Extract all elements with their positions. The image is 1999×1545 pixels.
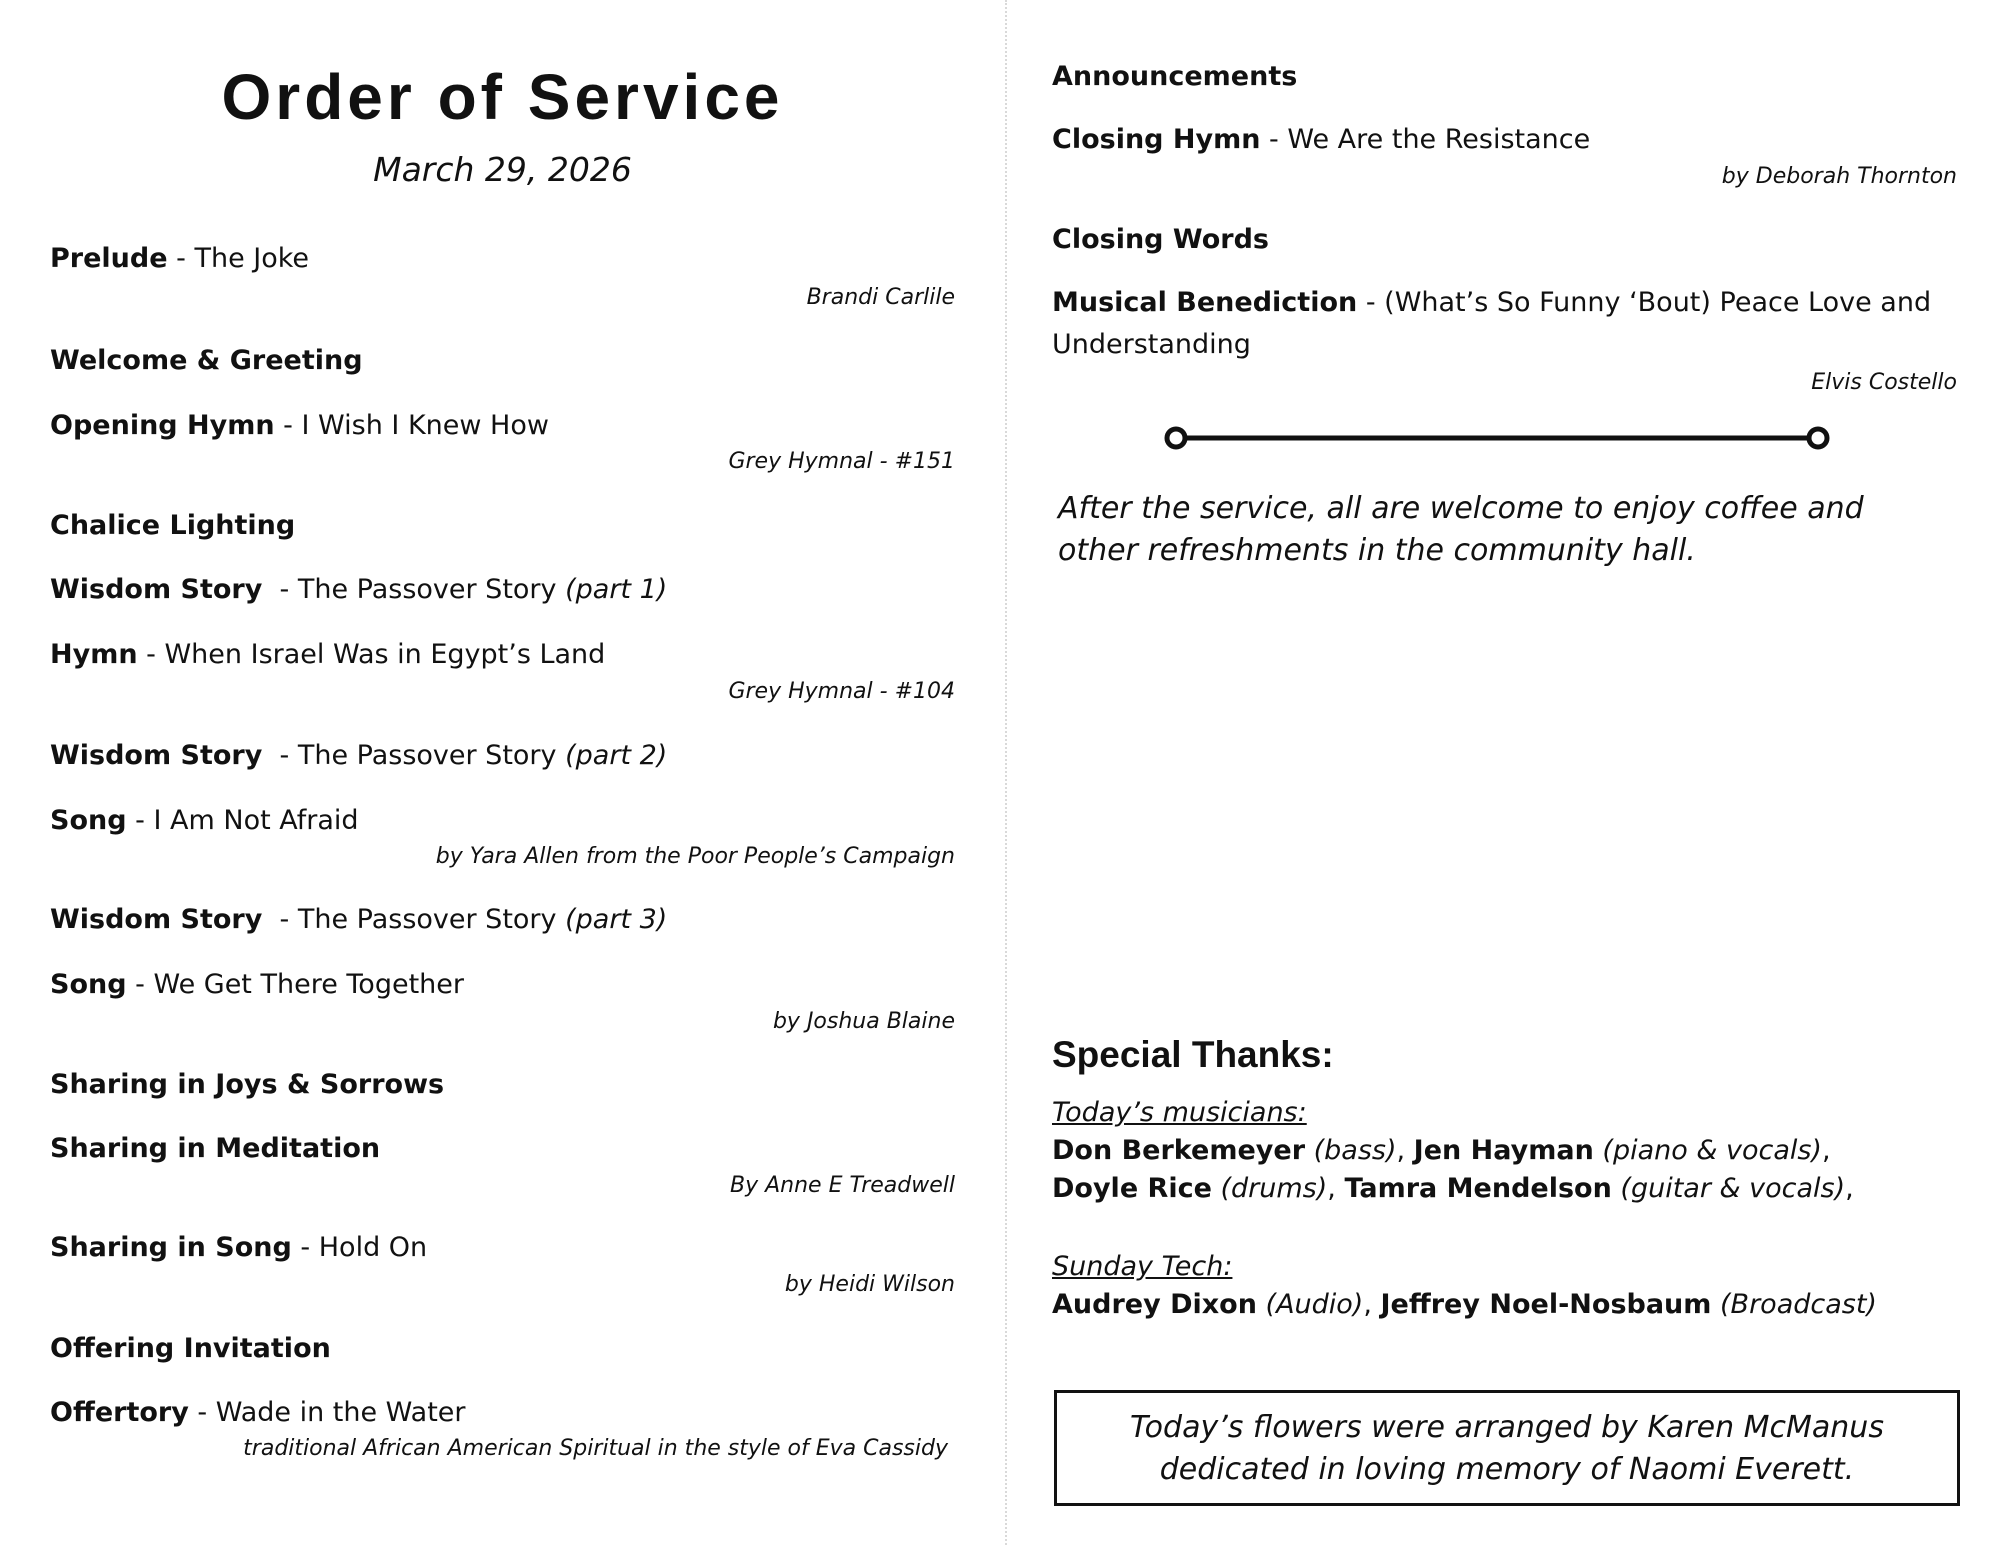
item-separator: - (1260, 124, 1288, 155)
service-item-chalice-lighting (50, 505, 955, 547)
tech-name: Jeffrey Noel-Nosbaum (1380, 1289, 1712, 1320)
item-title: The Passover Story (297, 740, 557, 771)
tech-role: (Broadcast) (1720, 1289, 1877, 1320)
item-title: When Israel Was in Egypt’s Land (164, 639, 606, 670)
list-separator: , (1396, 1135, 1414, 1166)
musician-role: (bass) (1313, 1135, 1397, 1166)
service-date: March 29, 2026 (373, 150, 632, 189)
item-part: (part 2) (565, 740, 668, 771)
item-separator: - (262, 904, 298, 935)
item-title: The Joke (194, 243, 310, 274)
item-label: Prelude (50, 243, 168, 274)
item-label: Hymn (50, 639, 138, 670)
service-item-opening-hymn (50, 405, 955, 447)
item-title: I Am Not Afraid (153, 805, 359, 836)
musician-name: Jen Hayman (1413, 1135, 1594, 1166)
item-label: Closing Hymn (1052, 124, 1261, 155)
musician-name: Don Berkemeyer (1052, 1135, 1306, 1166)
musicians-heading (1052, 1094, 1307, 1132)
item-separator: - (262, 574, 298, 605)
item-label: Wisdom Story (50, 904, 263, 935)
item-credit: By Anne E Treadwell (730, 1173, 955, 1198)
item-label: Wisdom Story (50, 574, 263, 605)
service-item-wisdom-story-3 (50, 899, 955, 941)
service-item-offering-invitation (50, 1328, 955, 1370)
column-divider (1005, 0, 1007, 1545)
item-credit: by Heidi Wilson (784, 1272, 955, 1297)
item-label: Sharing in Meditation (50, 1133, 381, 1164)
item-credit: Brandi Carlile (806, 285, 955, 310)
musician-role: (drums) (1220, 1173, 1328, 1204)
service-item-offertory (50, 1392, 955, 1434)
musician-name: Tamra Mendelson (1344, 1173, 1612, 1204)
tech-heading-text: Sunday Tech: (1052, 1251, 1233, 1282)
item-label: Welcome & Greeting (50, 345, 363, 376)
special-thanks-title: Special Thanks: (1052, 1034, 1334, 1075)
musicians-line-1 (1052, 1132, 1831, 1170)
item-separator: - (262, 740, 298, 771)
item-credit: by Yara Allen from the Poor People’s Campaign (435, 844, 955, 869)
item-title: We Get There Together (153, 969, 464, 1000)
service-item-song-1 (50, 800, 955, 842)
item-label: Song (50, 969, 127, 1000)
item-title: The Passover Story (297, 574, 557, 605)
item-label: Offertory (50, 1397, 189, 1428)
item-credit: by Deborah Thornton (1721, 164, 1957, 189)
after-service-note: After the service, all are welcome to enjoy coffee and other refreshments in the community hall. (1058, 491, 1864, 568)
item-separator: - (291, 1232, 319, 1263)
service-item-wisdom-story-1 (50, 569, 955, 611)
divider-line-ornament (1162, 420, 1832, 456)
item-separator: - (126, 805, 154, 836)
item-label: Closing Words (1052, 224, 1269, 255)
item-label: Chalice Lighting (50, 510, 296, 541)
item-separator: - (126, 969, 154, 1000)
service-item-sharing-song (50, 1227, 955, 1269)
service-item-prelude (50, 238, 955, 280)
item-separator: - (1357, 287, 1385, 318)
item-separator: - (188, 1397, 216, 1428)
service-item-song-2 (50, 964, 955, 1006)
service-item-welcome (50, 340, 955, 382)
item-title: We Are the Resistance (1287, 124, 1591, 155)
service-item-meditation (50, 1128, 955, 1170)
service-item-hymn (50, 634, 955, 676)
item-label: Sharing in Song (50, 1232, 292, 1263)
item-title: (What’s So Funny ‘Bout) Peace Love and Understanding (1052, 287, 1932, 360)
flowers-line-1: Today’s flowers were arranged by Karen McManus (1130, 1410, 1884, 1445)
musician-name: Doyle Rice (1052, 1173, 1212, 1204)
item-label: Musical Benediction (1052, 287, 1358, 318)
item-title: Wade in the Water (215, 1397, 466, 1428)
item-part: (part 3) (565, 904, 668, 935)
item-title: Hold On (318, 1232, 428, 1263)
item-credit: Grey Hymnal - #151 (728, 449, 955, 474)
list-separator: , (1821, 1135, 1831, 1166)
item-label: Wisdom Story (50, 740, 263, 771)
item-label: Offering Invitation (50, 1333, 331, 1364)
service-item-announcements (1052, 56, 1957, 98)
tech-role: (Audio) (1265, 1289, 1364, 1320)
flowers-dedication-box (1054, 1390, 1960, 1506)
page-title: Order of Service (221, 61, 784, 133)
list-separator: , (1363, 1289, 1381, 1320)
list-separator: , (1327, 1173, 1345, 1204)
tech-name: Audrey Dixon (1052, 1289, 1257, 1320)
item-title: I Wish I Knew How (301, 410, 549, 441)
item-credit: traditional African American Spiritual in the style of Eva Cassidy (243, 1436, 948, 1461)
item-credit: Elvis Costello (1811, 370, 1957, 395)
item-separator: - (167, 243, 195, 274)
service-item-closing-hymn (1052, 119, 1957, 161)
musician-role: (guitar & vocals) (1620, 1173, 1846, 1204)
item-credit: by Joshua Blaine (772, 1009, 955, 1034)
item-title: The Passover Story (297, 904, 557, 935)
item-label: Announcements (1052, 61, 1298, 92)
list-separator: , (1845, 1173, 1854, 1204)
item-separator: - (274, 410, 302, 441)
service-item-closing-words (1052, 219, 1957, 261)
flowers-line-2: dedicated in loving memory of Naomi Everett. (1159, 1452, 1855, 1487)
service-item-wisdom-story-2 (50, 735, 955, 777)
musicians-heading-text: Today’s musicians: (1052, 1097, 1307, 1128)
service-item-musical-benediction (1052, 282, 1957, 366)
item-label: Opening Hymn (50, 410, 275, 441)
item-credit: Grey Hymnal - #104 (728, 679, 955, 704)
tech-line (1052, 1286, 1877, 1324)
musician-role: (piano & vocals) (1602, 1135, 1822, 1166)
item-label: Sharing in Joys & Sorrows (50, 1069, 445, 1100)
musicians-line-2 (1052, 1170, 1854, 1208)
item-separator: - (137, 639, 165, 670)
tech-heading (1052, 1248, 1232, 1286)
service-item-joys-sorrows (50, 1064, 955, 1106)
item-label: Song (50, 805, 127, 836)
item-part: (part 1) (565, 574, 668, 605)
